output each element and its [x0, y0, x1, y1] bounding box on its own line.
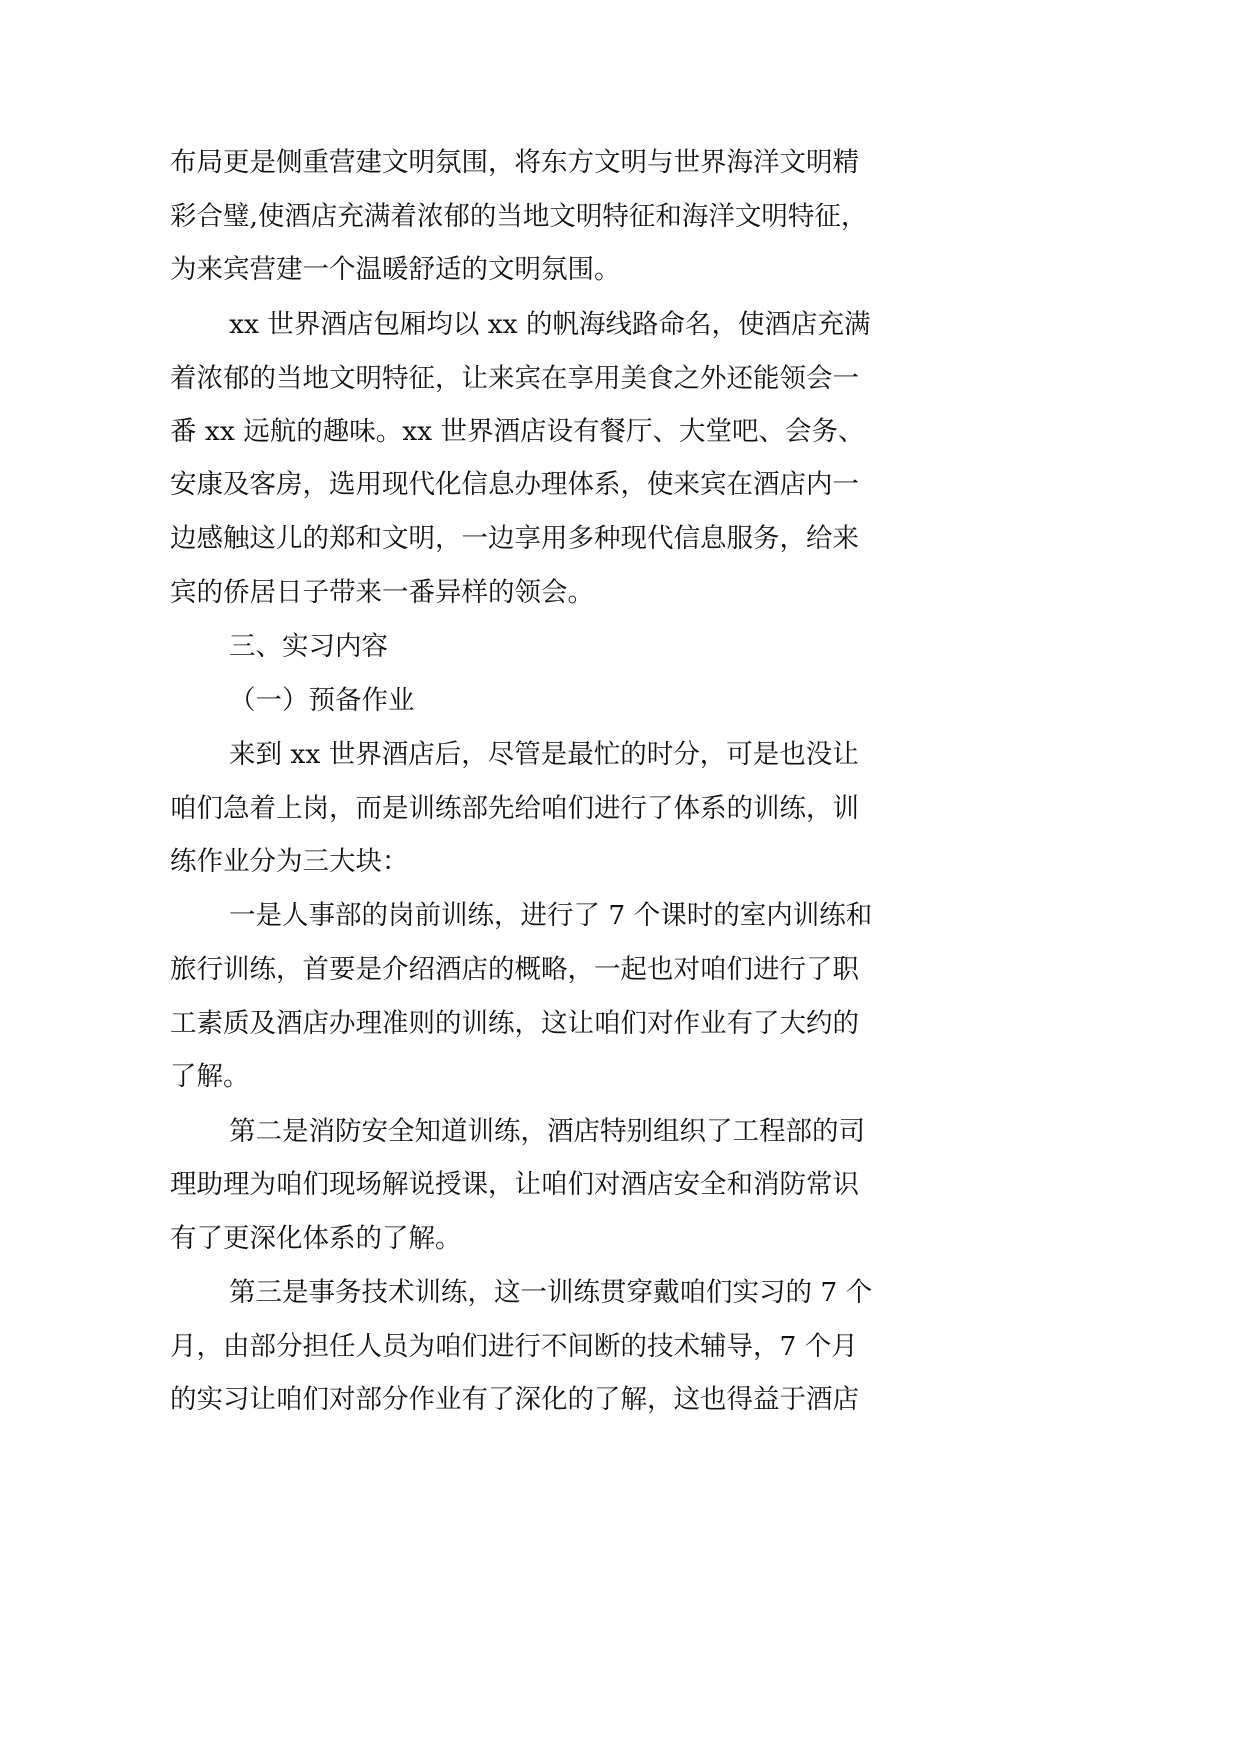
text-line: 番 xx 远航的趣味。xx 世界酒店设有餐厅、大堂吧、会务、: [170, 416, 865, 447]
text-line: 月，由部分担任人员为咱们进行不间断的技术辅导，7 个月: [170, 1331, 858, 1362]
text-line: 工素质及酒店办理准则的训练，这让咱们对作业有了大约的: [170, 1008, 859, 1039]
text-line: 边感触这儿的郑和文明，一边享用多种现代信息服务，给来: [170, 523, 859, 554]
text-line: 理助理为咱们现场解说授课，让咱们对酒店安全和消防常识: [170, 1169, 859, 1200]
text-line: 第三是事务技术训练，这一训练贯穿戴咱们实习的 7 个: [229, 1277, 873, 1308]
text-line: xx 世界酒店包厢均以 xx 的帆海线路命名，使酒店充满: [229, 309, 871, 340]
text-line: 练作业分为三大块：: [170, 846, 409, 877]
text-line: 着浓郁的当地文明特征，让来宾在享用美食之外还能领会一: [170, 363, 859, 394]
text-line: 的实习让咱们对部分作业有了深化的了解，这也得益于酒店: [170, 1384, 859, 1415]
text-line: 了解。: [170, 1061, 250, 1092]
text-line: 有了更深化体系的了解。: [170, 1223, 462, 1254]
text-line: 来到 xx 世界酒店后，尽管是最忙的时分，可是也没让: [229, 739, 859, 770]
text-line: 宾的侨居日子带来一番异样的领会。: [170, 577, 594, 608]
text-line: 咱们急着上岗，而是训练部先给咱们进行了体系的训练，训: [170, 793, 859, 824]
subsection-heading: （一）预备作业: [229, 685, 415, 716]
text-line: 一是人事部的岗前训练，进行了 7 个课时的室内训练和: [229, 900, 873, 931]
text-line: 布局更是侧重营建文明氛围，将东方文明与世界海洋文明精: [170, 147, 859, 178]
text-line: 第二是消防安全知道训练，酒店特别组织了工程部的司: [229, 1116, 865, 1147]
text-line: 为来宾营建一个温暖舒适的文明氛围。: [170, 254, 621, 285]
text-line: 彩合璧,使酒店充满着浓郁的当地文明特征和海洋文明特征，: [170, 201, 868, 232]
section-heading: 三、实习内容: [229, 631, 388, 662]
text-line: 安康及客房，选用现代化信息办理体系，使来宾在酒店内一: [170, 469, 859, 500]
text-line: 旅行训练，首要是介绍酒店的概略，一起也对咱们进行了职: [170, 954, 859, 985]
